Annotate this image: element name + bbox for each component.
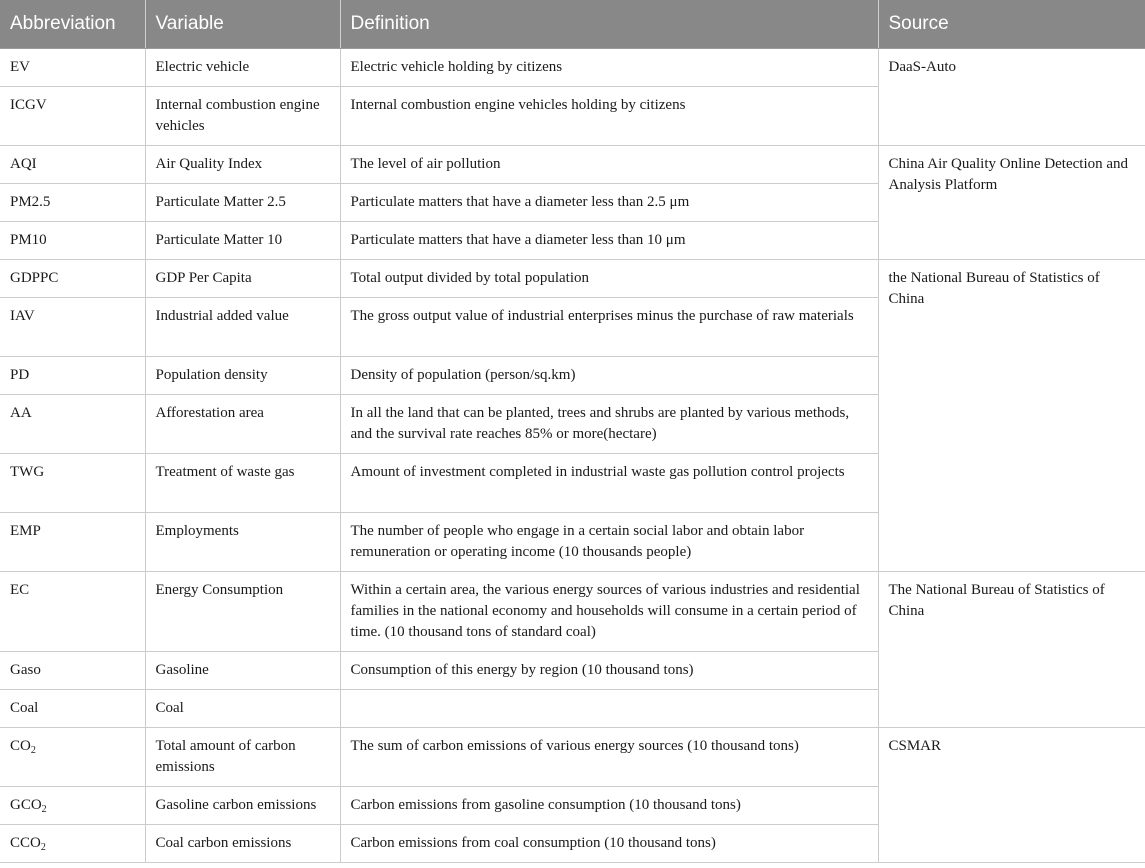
definition-cell: Density of population (person/sq.km) [340,356,878,394]
variable-cell: Coal carbon emissions [145,824,340,862]
definition-cell: The gross output value of industrial enterprises minus the purchase of raw materials [340,297,878,356]
variable-cell: Total amount of carbon emissions [145,727,340,786]
definition-cell: Carbon emissions from coal consumption (10 thousand tons) [340,824,878,862]
definition-cell: Electric vehicle holding by citizens [340,48,878,86]
variable-cell: GDP Per Capita [145,259,340,297]
definition-cell: Carbon emissions from gasoline consumption (10 thousand tons) [340,786,878,824]
variable-cell: Population density [145,356,340,394]
variable-cell: Air Quality Index [145,145,340,183]
definition-cell [340,689,878,727]
header-abbreviation: Abbreviation [0,0,145,48]
abbr-cell: Coal [0,689,145,727]
source-cell: the National Bureau of Statistics of China [878,259,1145,571]
source-cell: The National Bureau of Statistics of China [878,571,1145,727]
source-cell: China Air Quality Online Detection and Analysis Platform [878,145,1145,259]
variable-cell: Electric vehicle [145,48,340,86]
definition-cell: In all the land that can be planted, trees and shrubs are planted by various methods, and the survival rate reaches 85% or more(hectare) [340,394,878,453]
abbr-cell: EMP [0,512,145,571]
definition-cell: Within a certain area, the various energy sources of various industries and residential families in the national economy and households will consume in a certain period of time. (10 thousand tons of standard coal) [340,571,878,651]
variable-cell: Gasoline [145,651,340,689]
abbr-base: GCO [10,796,42,813]
abbr-cell [0,786,145,824]
abbr-subscript: 2 [40,841,46,853]
abbr-cell: EV [0,48,145,86]
definition-cell: Particulate matters that have a diameter less than 10 μm [340,221,878,259]
variable-cell: Energy Consumption [145,571,340,651]
definition-cell: Amount of investment completed in industrial waste gas pollution control projects [340,453,878,512]
abbr-cell: EC [0,571,145,651]
abbr-subscript: 2 [41,803,47,815]
abbr-cell: IAV [0,297,145,356]
variable-cell: Employments [145,512,340,571]
variable-cell: Coal [145,689,340,727]
abbr-cell: ICGV [0,86,145,145]
header-source: Source [878,0,1145,48]
header-variable: Variable [145,0,340,48]
abbr-cell: PD [0,356,145,394]
definition-cell: Particulate matters that have a diameter less than 2.5 μm [340,183,878,221]
abbr-cell: GDPPC [0,259,145,297]
table-row [0,48,1145,86]
table-row [0,145,1145,183]
source-cell: DaaS-Auto [878,48,1145,145]
abbr-subscript: 2 [30,744,36,756]
variable-cell: Treatment of waste gas [145,453,340,512]
abbr-cell: TWG [0,453,145,512]
abbr-base: CCO [10,834,41,851]
abbr-cell: Gaso [0,651,145,689]
variable-cell: Particulate Matter 2.5 [145,183,340,221]
table-row [0,259,1145,297]
abbr-cell: AQI [0,145,145,183]
variable-cell: Particulate Matter 10 [145,221,340,259]
definition-cell: The sum of carbon emissions of various energy sources (10 thousand tons) [340,727,878,786]
abbr-cell: PM2.5 [0,183,145,221]
abbr-cell [0,727,145,786]
variable-cell: Afforestation area [145,394,340,453]
table-row [0,727,1145,786]
variable-cell: Industrial added value [145,297,340,356]
header-definition: Definition [340,0,878,48]
variable-cell: Internal combustion engine vehicles [145,86,340,145]
abbr-cell [0,824,145,862]
definition-cell: Consumption of this energy by region (10 thousand tons) [340,651,878,689]
definition-cell: The level of air pollution [340,145,878,183]
definition-cell: Internal combustion engine vehicles holding by citizens [340,86,878,145]
abbr-cell: AA [0,394,145,453]
table-body [0,48,1145,862]
table-row [0,571,1145,651]
source-cell: CSMAR [878,727,1145,862]
table-header [0,0,1145,48]
header-row [0,0,1145,48]
definition-cell: The number of people who engage in a certain social labor and obtain labor remuneration or operating income (10 thousands people) [340,512,878,571]
abbr-base: CO [10,737,31,754]
definition-cell: Total output divided by total population [340,259,878,297]
variable-cell: Gasoline carbon emissions [145,786,340,824]
abbr-cell: PM10 [0,221,145,259]
